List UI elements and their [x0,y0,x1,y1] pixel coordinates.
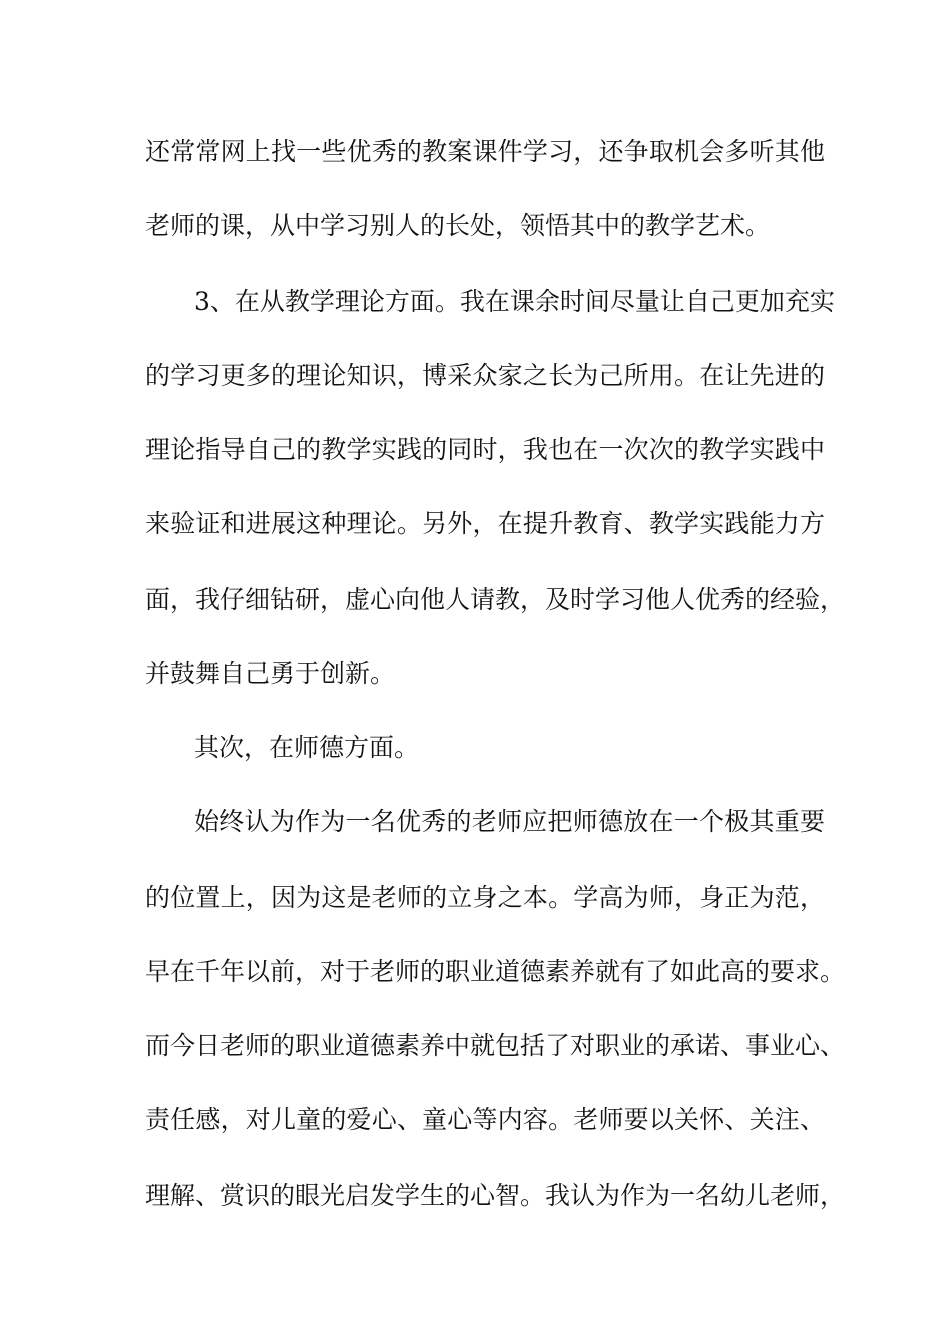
text-line: 并鼓舞自己勇于创新。 [145,659,396,688]
text-line: 还常常网上找一些优秀的教案课件学习，还争取机会多听其他 [145,137,825,166]
text-line: 的位置上，因为这是老师的立身之本。学高为师，身正为范， [145,883,825,912]
text-line: 面，我仔细钻研，虚心向他人请教，及时学习他人优秀的经验， [145,585,846,614]
text-line: 始终认为作为一名优秀的老师应把师德放在一个极其重要 [194,807,825,836]
text-line: 来验证和进展这种理论。另外，在提升教育、教学实践能力方 [145,509,825,538]
text-line: 其次，在师德方面。 [194,733,420,762]
text-line: 3、在从教学理论方面。我在课余时间尽量让自己更加充实 [194,287,835,316]
text-line: 早在千年以前，对于老师的职业道德素养就有了如此高的要求。 [145,957,846,986]
text-line: 理解、赏识的眼光启发学生的心智。我认为作为一名幼儿老师， [145,1181,846,1210]
text-line: 而今日老师的职业道德素养中就包括了对职业的承诺、事业心、 [145,1031,846,1060]
text-line: 老师的课，从中学习别人的长处，领悟其中的教学艺术。 [145,211,771,240]
text-line: 的学习更多的理论知识，博采众家之长为己所用。在让先进的 [145,361,825,390]
text-line: 理论指导自己的教学实践的同时，我也在一次次的教学实践中 [145,435,825,464]
text-line: 责任感，对儿童的爱心、童心等内容。老师要以关怀、关注、 [145,1105,825,1134]
